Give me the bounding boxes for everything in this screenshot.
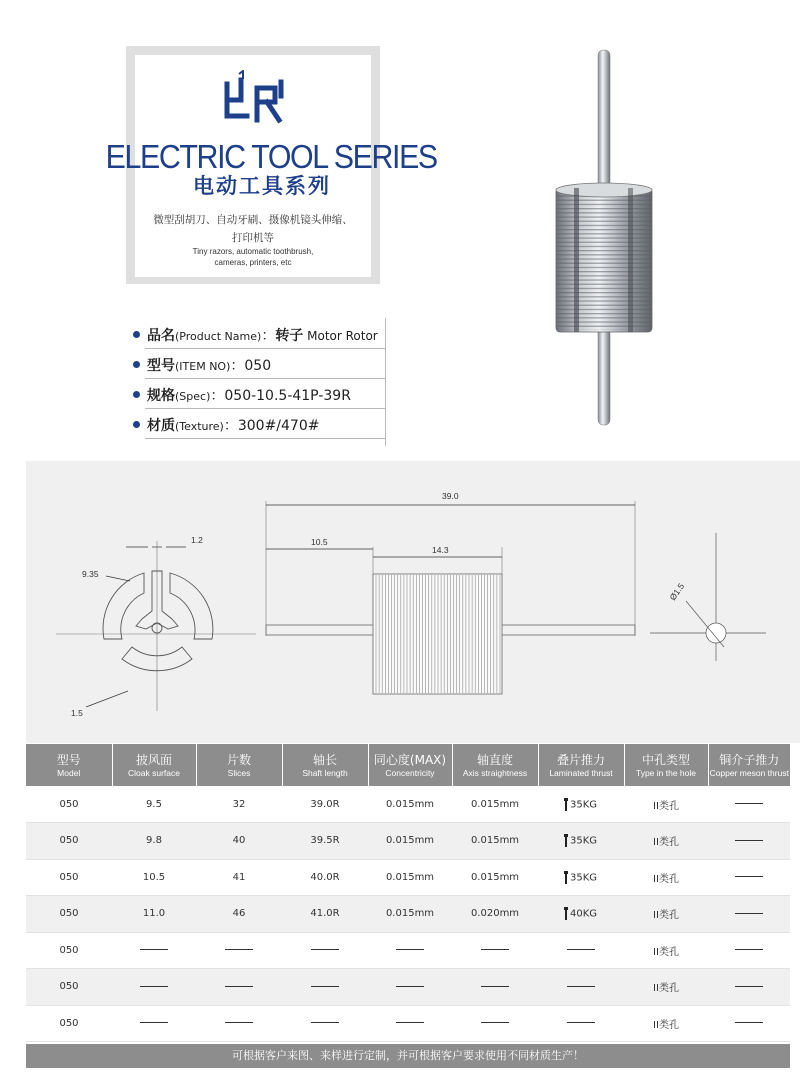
spec-row <box>133 385 351 407</box>
empty-dash <box>481 986 509 987</box>
header-cn: 中孔类型 <box>641 752 690 767</box>
cell-copper-thrust <box>708 896 790 933</box>
divider <box>145 408 385 409</box>
value: 300#/470# <box>237 418 320 434</box>
header-en: Cloak surface <box>128 767 180 778</box>
cell-straightness: 0.015mm <box>452 823 538 860</box>
table-header <box>26 744 790 786</box>
cell-cloak: 10.5 <box>112 859 196 896</box>
cell-cloak <box>112 969 196 1006</box>
header-en: Concentricity <box>385 767 435 778</box>
header-cn: 披风面 <box>135 752 172 767</box>
series-title-en: ELECTRIC TOOL SERIES <box>105 138 437 175</box>
empty-dash <box>567 1022 595 1023</box>
cell-hole-type: II类孔 <box>624 1005 708 1042</box>
divider <box>145 438 385 439</box>
empty-dash <box>735 986 763 987</box>
column-header <box>282 744 368 786</box>
header-cn: 型号 <box>56 752 81 767</box>
label-en: (Spec) <box>175 390 211 403</box>
empty-dash <box>396 986 424 987</box>
cell-thrust <box>538 896 624 933</box>
empty-dash <box>735 803 763 804</box>
side-view <box>266 501 635 694</box>
cell-thrust <box>538 1005 624 1042</box>
header-en: Type in the hole <box>635 767 696 778</box>
bullet-icon <box>133 361 140 368</box>
bullet-icon <box>133 331 140 338</box>
header-en: Axis straightness <box>462 767 528 778</box>
cell-slices <box>196 932 282 969</box>
cell-cloak: 11.0 <box>112 896 196 933</box>
cell-copper-thrust <box>708 859 790 896</box>
value-cn: 转子 <box>275 328 304 344</box>
table-row <box>26 859 790 896</box>
empty-dash <box>311 986 339 987</box>
cell-concentricity: 0.015mm <box>368 859 452 896</box>
cell-slices: 46 <box>196 896 282 933</box>
value-en: Motor Rotor <box>303 329 378 343</box>
header-en: Slices <box>227 767 251 778</box>
thrust-mark-icon <box>565 798 567 811</box>
table-row <box>26 932 790 969</box>
value: 050-10.5-41P-39R <box>224 388 351 404</box>
label-en: (Texture) <box>175 420 224 433</box>
empty-dash <box>735 876 763 877</box>
dimension-outer-label: 9.35 <box>82 569 99 579</box>
empty-dash <box>735 949 763 950</box>
empty-dash <box>396 949 424 950</box>
table-row <box>26 896 790 933</box>
item-no-row <box>133 355 271 377</box>
cell-shaft <box>282 932 368 969</box>
empty-dash <box>140 949 168 950</box>
cell-hole-type: II类孔 <box>624 859 708 896</box>
value: 050 <box>244 358 272 374</box>
dimension-stack-length-label: 14.3 <box>432 545 449 555</box>
cell-shaft <box>282 1005 368 1042</box>
empty-dash <box>735 913 763 914</box>
column-header <box>368 744 452 786</box>
thrust-value: 40KG <box>569 908 598 920</box>
bullet-icon <box>133 391 140 398</box>
cell-copper-thrust <box>708 1005 790 1042</box>
thrust-value: 35KG <box>569 799 598 810</box>
header-en: Shaft length <box>302 767 348 778</box>
cell-straightness: 0.015mm <box>452 786 538 823</box>
dimension-diameter-label: Ø1.5 <box>667 581 687 603</box>
cell-shaft: 39.0R <box>282 786 368 823</box>
cell-shaft <box>282 969 368 1006</box>
cell-model: 050 <box>26 1005 112 1042</box>
label-cn: 型号 <box>147 358 175 374</box>
cell-cloak: 9.8 <box>112 823 196 860</box>
column-header <box>112 744 196 786</box>
separator: ： <box>223 418 238 434</box>
cell-copper-thrust <box>708 823 790 860</box>
empty-dash <box>225 986 253 987</box>
label-cn: 品名 <box>147 328 175 344</box>
cell-straightness: 0.015mm <box>452 859 538 896</box>
series-title-cn: 电动工具系列 <box>193 174 331 198</box>
cell-model: 050 <box>26 859 112 896</box>
cell-concentricity <box>368 1005 452 1042</box>
empty-dash <box>311 949 339 950</box>
header-en: Laminated thrust <box>549 767 613 778</box>
separator: ： <box>261 328 276 344</box>
description-cn-line: 微型刮胡刀、自动牙刷、摄像机镜头伸缩、 <box>153 214 353 226</box>
cell-copper-thrust <box>708 786 790 823</box>
empty-dash <box>396 1022 424 1023</box>
header-en: Copper meson thrust <box>709 767 789 778</box>
cell-slices <box>196 1005 282 1042</box>
empty-dash <box>311 1022 339 1023</box>
cell-concentricity: 0.015mm <box>368 786 452 823</box>
divider <box>145 348 385 349</box>
header-cn: 叠片推力 <box>556 752 605 767</box>
empty-dash <box>140 986 168 987</box>
footer-note: 可根据客户来图、来样进行定制，并可根据客户要求使用不同材质生产！ <box>26 1044 790 1068</box>
texture-row <box>133 415 319 437</box>
table-row <box>26 786 790 823</box>
cell-straightness <box>452 969 538 1006</box>
cell-hole-type: II类孔 <box>624 786 708 823</box>
cell-slices <box>196 969 282 1006</box>
cell-shaft: 39.5R <box>282 823 368 860</box>
description-en-line: cameras, printers, etc <box>214 258 292 267</box>
table-row <box>26 1005 790 1042</box>
series-description-cn <box>150 211 356 247</box>
column-header <box>708 744 790 786</box>
table-row <box>26 969 790 1006</box>
rotor-photo <box>548 40 658 430</box>
dimension-total-length-label: 39.0 <box>442 491 459 501</box>
column-header <box>452 744 538 786</box>
table-row <box>26 823 790 860</box>
empty-dash <box>481 1022 509 1023</box>
spec-table <box>26 744 790 1042</box>
cell-straightness <box>452 932 538 969</box>
label-cn: 材质 <box>147 418 175 434</box>
divider <box>145 378 385 379</box>
empty-dash <box>225 1022 253 1023</box>
series-description-en <box>150 246 356 268</box>
dimension-inner-label: 1.5 <box>71 708 83 718</box>
cell-cloak <box>112 1005 196 1042</box>
cell-straightness <box>452 1005 538 1042</box>
label-cn: 规格 <box>147 388 175 404</box>
cell-concentricity: 0.015mm <box>368 896 452 933</box>
cell-hole-type: II类孔 <box>624 823 708 860</box>
label-en: (ITEM NO) <box>175 360 231 373</box>
empty-dash <box>735 840 763 841</box>
header-cn: 同心度(MAX) <box>373 752 447 767</box>
cell-cloak: 9.5 <box>112 786 196 823</box>
thrust-value: 35KG <box>569 835 598 847</box>
header-cn: 片数 <box>226 752 251 767</box>
cell-model: 050 <box>26 823 112 860</box>
empty-dash <box>567 949 595 950</box>
cell-shaft: 40.0R <box>282 859 368 896</box>
cell-thrust <box>538 969 624 1006</box>
cell-model: 050 <box>26 969 112 1006</box>
company-logo <box>217 70 289 130</box>
thrust-mark-icon <box>565 834 567 847</box>
description-cn-line: 打印机等 <box>232 232 274 244</box>
cell-thrust <box>538 859 624 896</box>
cell-hole-type: II类孔 <box>624 896 708 933</box>
description-en-line: Tiny razors, automatic toothbrush, <box>192 247 314 256</box>
empty-dash <box>225 949 253 950</box>
thrust-mark-icon <box>565 907 567 920</box>
cell-straightness: 0.020mm <box>452 896 538 933</box>
label-en: (Product Name) <box>175 330 262 343</box>
cell-slices: 41 <box>196 859 282 896</box>
cell-thrust <box>538 823 624 860</box>
divider-vertical <box>385 318 386 446</box>
cell-thrust <box>538 786 624 823</box>
separator: ： <box>210 388 225 404</box>
cell-model: 050 <box>26 896 112 933</box>
bullet-icon <box>133 421 140 428</box>
cell-hole-type: II类孔 <box>624 969 708 1006</box>
cell-slices: 40 <box>196 823 282 860</box>
technical-drawing <box>26 461 800 743</box>
thrust-mark-icon <box>565 871 567 884</box>
separator: ： <box>230 358 245 374</box>
cell-slices: 32 <box>196 786 282 823</box>
cell-model: 050 <box>26 932 112 969</box>
cell-concentricity <box>368 932 452 969</box>
cell-hole-type: II类孔 <box>624 932 708 969</box>
cell-concentricity: 0.015mm <box>368 823 452 860</box>
column-header <box>624 744 708 786</box>
cell-concentricity <box>368 969 452 1006</box>
cell-thrust <box>538 932 624 969</box>
dimension-shaft-offset-label: 10.5 <box>311 537 328 547</box>
cell-copper-thrust <box>708 932 790 969</box>
cell-cloak <box>112 932 196 969</box>
header-en: Model <box>57 767 81 778</box>
column-header <box>538 744 624 786</box>
column-header <box>196 744 282 786</box>
column-header <box>26 744 112 786</box>
header-cn: 铜介子推力 <box>719 752 780 767</box>
header-cn: 轴长 <box>312 752 337 767</box>
cell-model: 050 <box>26 786 112 823</box>
dimension-gap-label: 1.2 <box>191 535 203 545</box>
empty-dash <box>140 1022 168 1023</box>
cell-shaft: 41.0R <box>282 896 368 933</box>
thrust-value: 35KG <box>569 872 598 884</box>
empty-dash <box>735 1022 763 1023</box>
cross-section-view <box>56 541 256 711</box>
header-cn: 轴直度 <box>476 752 513 767</box>
empty-dash <box>481 949 509 950</box>
cell-copper-thrust <box>708 969 790 1006</box>
empty-dash <box>567 986 595 987</box>
product-name-row <box>133 325 378 347</box>
